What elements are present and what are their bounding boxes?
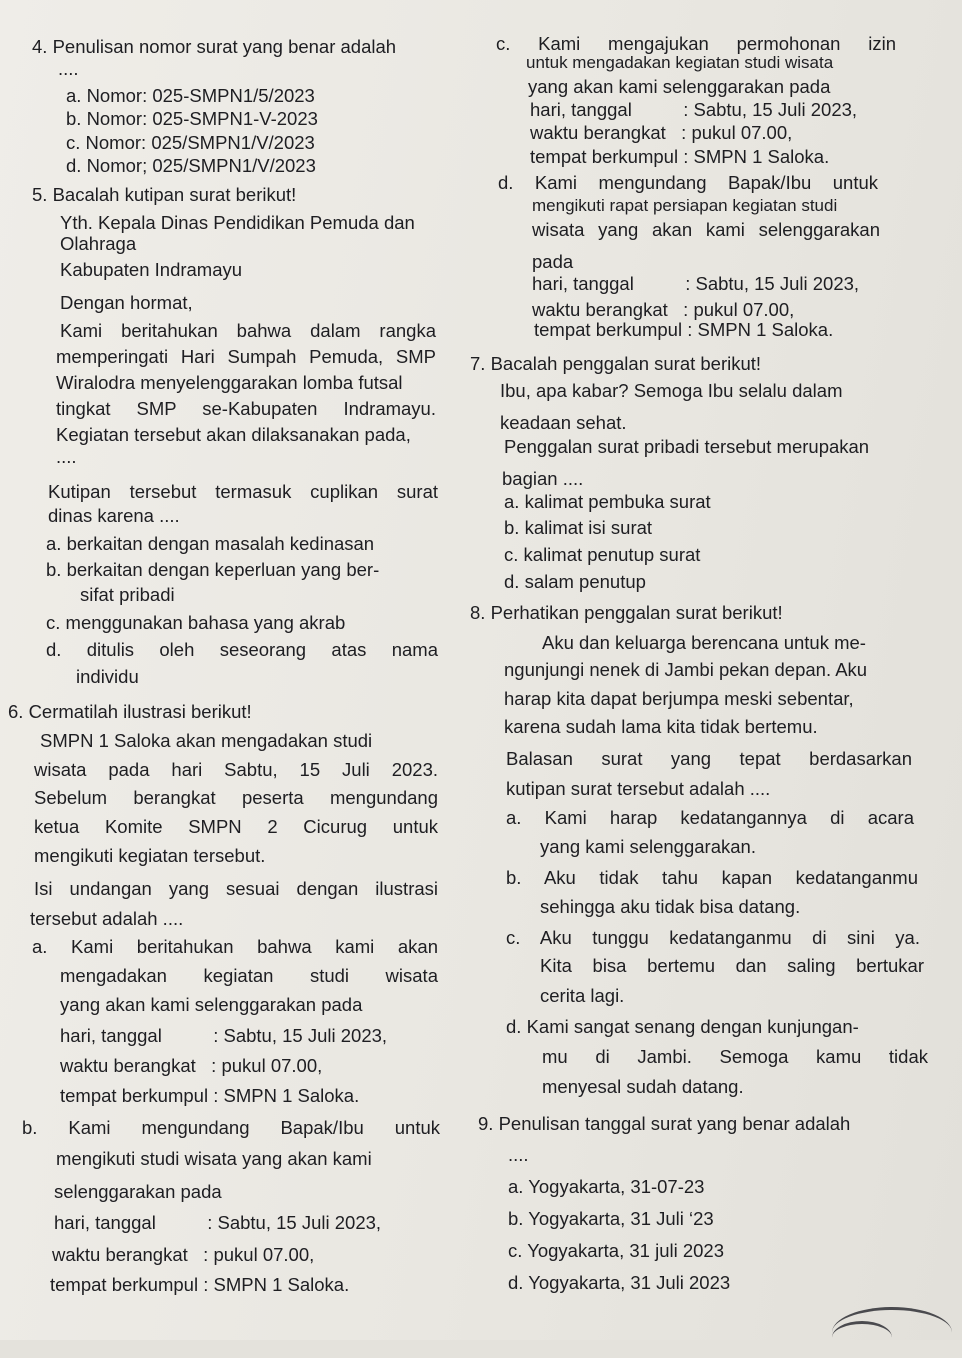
q5-option-d: d. ditulis oleh seseorang atas nama (46, 639, 438, 660)
q7-option-d: d. salam penutup (504, 571, 646, 592)
q7-question: Penggalan surat pribadi tersebut merupakan (504, 436, 870, 457)
q8-question: Balasan surat yang tepat berdasarkan (506, 748, 912, 769)
q5-excerpt-line: Kami beritahukan bahwa dalam rangka (60, 320, 436, 341)
q6-option-d: d. Kami mengundang Bapak/Ibu untuk (498, 172, 878, 193)
q6-option-a-time: waktu berangkat : pukul 07.00, (60, 1055, 323, 1076)
q6-option-d-cont: pada (532, 251, 574, 272)
q4-option-a: a. Nomor: 025-SMPN1/5/2023 (66, 85, 315, 106)
q5-option-b: b. berkaitan dengan keperluan yang ber- (46, 559, 380, 580)
q6-option-b-cont: mengikuti studi wisata yang akan kami (56, 1148, 372, 1169)
q5-excerpt-line: Olahraga (60, 233, 137, 254)
q8-option-b: b. Aku tidak tahu kapan kedatanganmu (506, 867, 918, 888)
q6-question-cont: tersebut adalah .... (30, 908, 184, 929)
q7-option-b: b. kalimat isi surat (504, 517, 653, 538)
q6-option-c-cont: untuk mengadakan kegiatan studi wisata (526, 53, 834, 72)
q5-question-cont: dinas karena .... (48, 505, 180, 526)
q8-question-cont: kutipan surat tersebut adalah .... (506, 778, 771, 799)
q7-excerpt-cont: keadaan sehat. (500, 412, 627, 433)
q8-option-c: c. Aku tunggu kedatanganmu di sini ya. (506, 927, 920, 948)
q6-question: Isi undangan yang sesuai dengan ilustrasi (34, 878, 438, 899)
q8-excerpt-line: karena sudah lama kita tidak bertemu. (504, 716, 818, 737)
q7-question-cont: bagian .... (502, 468, 584, 489)
q9-option-d: d. Yogyakarta, 31 Juli 2023 (508, 1272, 731, 1293)
q4-option-d: d. Nomor; 025/SMPN1/V/2023 (66, 155, 316, 176)
q5-excerpt-line: Kegiatan tersebut akan dilaksanakan pada, (56, 424, 411, 445)
q6-option-a-place: tempat berkumpul : SMPN 1 Saloka. (60, 1085, 360, 1106)
q6-option-a-date: hari, tanggal : Sabtu, 15 Juli 2023, (60, 1025, 388, 1046)
q6-option-a: a. Kami beritahukan bahwa kami akan (32, 936, 438, 957)
q6-option-d-time: waktu berangkat : pukul 07.00, (532, 299, 795, 320)
q4-stem-cont: .... (58, 58, 79, 79)
q5-question: Kutipan tersebut termasuk cuplikan surat (48, 481, 438, 502)
q6-option-b-place: tempat berkumpul : SMPN 1 Saloka. (50, 1274, 350, 1295)
q6-option-c-date: hari, tanggal : Sabtu, 15 Juli 2023, (530, 99, 858, 120)
q6-stem: 6. Cermatilah ilustrasi berikut! (8, 701, 252, 722)
q6-option-d-place: tempat berkumpul : SMPN 1 Saloka. (534, 319, 834, 340)
q8-option-a-cont: yang kami selenggarakan. (540, 836, 756, 857)
q5-option-d-cont: individu (76, 666, 139, 687)
q6-option-d-date: hari, tanggal : Sabtu, 15 Juli 2023, (532, 273, 860, 294)
q5-excerpt-line: tingkat SMP se-Kabupaten Indramayu. (56, 398, 436, 419)
q9-option-c: c. Yogyakarta, 31 juli 2023 (508, 1240, 724, 1261)
q7-excerpt: Ibu, apa kabar? Semoga Ibu selalu dalam (500, 380, 843, 401)
q5-option-a: a. berkaitan dengan masalah kedinasan (46, 533, 375, 554)
q6-option-b: b. Kami mengundang Bapak/Ibu untuk (22, 1117, 440, 1138)
q8-option-d-cont: menyesal sudah datang. (542, 1076, 744, 1097)
q9-stem: 9. Penulisan tanggal surat yang benar adalah (478, 1113, 851, 1134)
q6-option-b-date: hari, tanggal : Sabtu, 15 Juli 2023, (54, 1212, 382, 1233)
q6-illustration-line: mengikuti kegiatan tersebut. (34, 845, 266, 866)
q7-stem: 7. Bacalah penggalan surat berikut! (470, 353, 762, 374)
q7-option-a: a. kalimat pembuka surat (504, 491, 711, 512)
q8-excerpt-line: ngunjungi nenek di Jambi pekan depan. Aku (504, 659, 868, 680)
q6-option-c: c. Kami mengajukan permohonan izin (496, 33, 896, 54)
q6-illustration-line: wisata pada hari Sabtu, 15 Juli 2023. (34, 759, 438, 780)
q5-option-b-cont: sifat pribadi (80, 584, 175, 605)
q8-option-c-cont: cerita lagi. (540, 985, 625, 1006)
q5-excerpt-line: Kabupaten Indramayu (60, 259, 243, 280)
q8-option-a: a. Kami harap kedatangannya di acara (506, 807, 914, 828)
q8-excerpt-line: Aku dan keluarga berencana untuk me- (542, 632, 866, 653)
q6-option-b-cont: selenggarakan pada (54, 1181, 222, 1202)
q6-option-a-cont: yang akan kami selenggarakan pada (60, 994, 363, 1015)
q6-option-c-time: waktu berangkat : pukul 07.00, (530, 122, 793, 143)
q9-option-b: b. Yogyakarta, 31 Juli ‘23 (508, 1208, 714, 1229)
q6-option-c-place: tempat berkumpul : SMPN 1 Saloka. (530, 146, 830, 167)
q8-stem: 8. Perhatikan penggalan surat berikut! (470, 602, 783, 623)
q6-option-a-cont: mengadakan kegiatan studi wisata (60, 965, 438, 986)
q8-option-b-cont: sehingga aku tidak bisa datang. (540, 896, 801, 917)
q4-option-b: b. Nomor: 025-SMPN1-V-2023 (66, 108, 318, 129)
q8-excerpt-line: harap kita dapat berjumpa meski sebentar, (504, 688, 854, 709)
q5-option-c: c. menggunakan bahasa yang akrab (46, 612, 346, 633)
q5-excerpt-line: Dengan hormat, (60, 292, 193, 313)
q6-option-c-cont: yang akan kami selenggarakan pada (528, 76, 831, 97)
q6-option-d-cont: mengikuti rapat persiapan kegiatan studi (532, 196, 838, 215)
q6-option-d-cont: wisata yang akan kami selenggarakan (532, 219, 880, 240)
q5-excerpt-line: memperingati Hari Sumpah Pemuda, SMP (56, 346, 436, 367)
q5-stem: 5. Bacalah kutipan surat berikut! (32, 184, 297, 205)
q6-illustration-line: Sebelum berangkat peserta mengundang (34, 787, 438, 808)
q5-excerpt-line: Yth. Kepala Dinas Pendidikan Pemuda dan (60, 212, 415, 233)
q8-option-c-cont: Kita bisa bertemu dan saling bertukar (540, 955, 924, 976)
q7-option-c: c. kalimat penutup surat (504, 544, 701, 565)
q5-excerpt-line: Wiralodra menyelenggarakan lomba futsal (56, 372, 403, 393)
q9-option-a: a. Yogyakarta, 31-07-23 (508, 1176, 705, 1197)
paper-edge-shadow (832, 1307, 952, 1358)
q9-stem-cont: .... (508, 1144, 529, 1165)
q6-illustration-line: SMPN 1 Saloka akan mengadakan studi (40, 730, 373, 751)
q8-option-d-cont: mu di Jambi. Semoga kamu tidak (542, 1046, 928, 1067)
q6-option-b-time: waktu berangkat : pukul 07.00, (52, 1244, 315, 1265)
q6-illustration-line: ketua Komite SMPN 2 Cicurug untuk (34, 816, 438, 837)
q4-option-c: c. Nomor: 025/SMPN1/V/2023 (66, 132, 315, 153)
q4-stem: 4. Penulisan nomor surat yang benar adalah (32, 36, 397, 57)
q5-excerpt-line: .... (56, 446, 77, 467)
q8-option-d: d. Kami sangat senang dengan kunjungan- (506, 1016, 859, 1037)
